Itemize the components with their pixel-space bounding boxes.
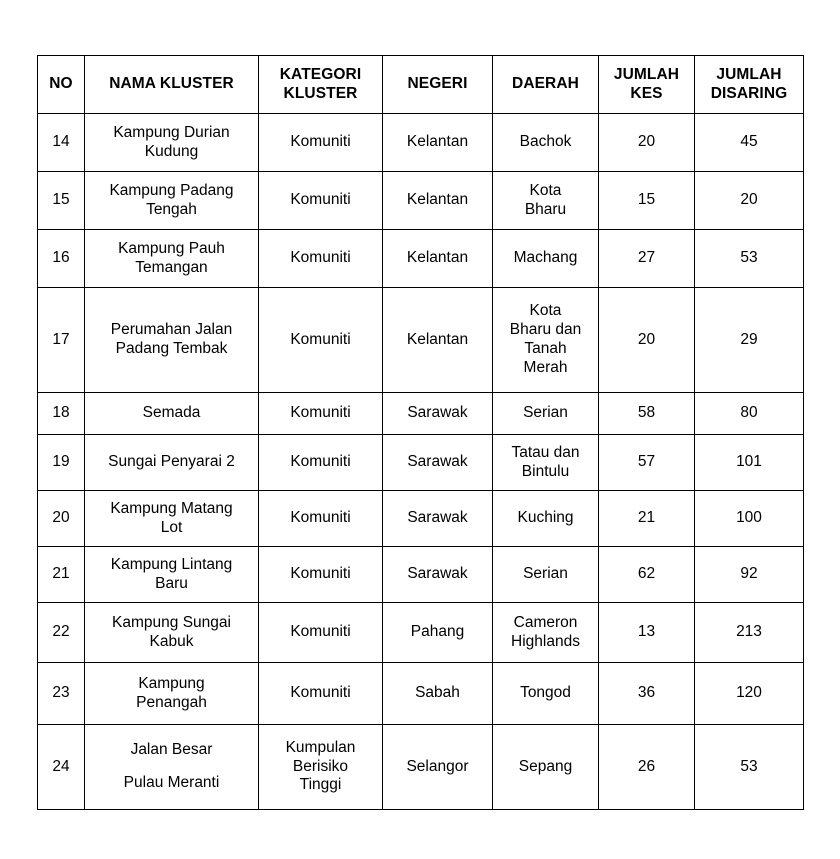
cell-line: 20 [52,509,70,527]
cell-line: Sarawak [407,453,468,471]
cell-line: Kampung Matang [110,499,233,517]
cell-total-screened [695,435,804,491]
cell-total-screened [695,114,804,172]
column-header-cases [599,56,695,114]
table-row [38,114,804,172]
cell-line: Bharu [524,200,567,218]
cell-district [493,725,599,810]
cell-district [493,393,599,435]
header-line: NEGERI [407,75,468,93]
cell-line: Komuniti [290,509,351,527]
table-row [38,288,804,393]
cell-line: Kelantan [406,191,469,209]
cell-line: Kelantan [406,133,469,151]
cell-line: Tanah [524,340,567,357]
cell-line: 101 [736,453,762,471]
cell-line: Kota [529,181,562,199]
cell-line: Temangan [135,258,208,276]
cell-total-screened [695,491,804,547]
cell-state [383,114,493,172]
cell-line: 100 [736,509,762,527]
header-line: NAMA KLUSTER [109,75,234,93]
cell-cluster-category [259,172,383,230]
header-line: JUMLAH [613,65,680,83]
cell-no [38,288,85,393]
cell-line: Bharu dan [509,321,582,339]
cell-line: Sarawak [407,404,468,422]
table-row [38,393,804,435]
cell-line: Tatau dan [511,443,580,461]
header-line: KES [630,84,663,102]
cell-state [383,172,493,230]
cell-line: Kota [529,302,562,320]
cell-total-screened [695,288,804,393]
column-header-screened [695,56,804,114]
table-body [38,114,804,810]
cell-state [383,547,493,603]
cell-line: Kampung Durian [113,123,230,141]
cell-line: 19 [52,453,70,471]
table-row [38,491,804,547]
cell-line: 58 [637,404,656,422]
cell-line: 21 [637,509,656,527]
header-line: KLUSTER [283,84,358,102]
cell-line: 15 [637,191,656,209]
cell-line: Cameron [513,613,578,631]
cell-line: Kudung [144,142,199,160]
cell-no [38,114,85,172]
cell-line: 20 [637,133,656,151]
cell-line: Komuniti [290,191,351,209]
cell-line: 16 [52,249,70,267]
cell-state [383,288,493,393]
cell-total-screened [695,547,804,603]
header-line: JUMLAH [716,65,782,83]
table-row [38,230,804,288]
cell-total-cases [599,603,695,663]
cell-line: Kampung Padang [109,181,234,199]
cell-no [38,547,85,603]
cell-line: Komuniti [290,404,351,422]
cell-line: Sarawak [407,565,468,583]
cell-line: Semada [142,404,201,422]
cell-line: 92 [740,565,758,583]
cell-cluster-name [85,393,259,435]
cell-cluster-name [85,491,259,547]
cell-total-cases [599,288,695,393]
cell-total-screened [695,230,804,288]
cell-line: Lot [160,518,183,536]
cell-line: Kampung [138,674,205,692]
cell-no [38,663,85,725]
cell-line: 29 [740,330,758,348]
cell-total-cases [599,172,695,230]
cluster-table [37,55,804,810]
cell-state [383,725,493,810]
cell-line: Tinggi [299,776,342,794]
cell-line: 20 [740,191,758,209]
cell-state [383,230,493,288]
cell-line: Bintulu [521,462,570,480]
cell-cluster-name [85,663,259,725]
cell-cluster-category [259,663,383,725]
table-row [38,435,804,491]
cell-total-cases [599,393,695,435]
cell-line: Highlands [511,632,580,650]
cell-line: 14 [52,133,70,151]
table-row [38,547,804,603]
cell-line: Berisiko [292,757,349,775]
cell-total-cases [599,663,695,725]
cell-line: Kampung Pauh [118,239,225,257]
cell-line: Kampung Lintang [110,555,233,573]
cell-no [38,172,85,230]
cell-cluster-name [85,288,259,393]
header-line: KATEGORI [279,65,362,83]
cell-line: Merah [523,358,568,376]
cell-line: Sungai Penyarai 2 [108,453,235,471]
cell-line: Kabuk [149,632,194,650]
cell-total-cases [599,435,695,491]
cell-line: Kelantan [406,249,469,267]
cell-total-screened [695,603,804,663]
cell-line: 45 [740,133,758,151]
column-header-category [259,56,383,114]
header-line: DISARING [710,84,788,102]
cell-cluster-category [259,603,383,663]
cell-line: Tengah [146,200,197,218]
cell-line: Bachok [519,133,572,151]
cell-line: 22 [52,623,70,641]
column-header-name [85,56,259,114]
cell-line: Jalan Besar [130,741,213,759]
cell-line: 18 [52,404,70,422]
cell-line: Kelantan [406,330,469,348]
cell-no [38,230,85,288]
header-row [38,56,804,114]
cell-line: Kampung Sungai [112,613,231,631]
cell-district [493,663,599,725]
cell-cluster-name [85,172,259,230]
cell-total-screened [695,393,804,435]
cell-cluster-category [259,435,383,491]
cell-line: Sepang [518,757,573,775]
cell-line: Perumahan Jalan [110,321,233,339]
cell-line: Komuniti [290,453,351,471]
table-header [38,56,804,114]
cell-cluster-category [259,547,383,603]
cell-line: 80 [740,404,758,422]
cell-line: 17 [52,330,70,348]
cell-line: Padang Tembak [115,340,228,357]
cell-cluster-name [85,114,259,172]
cell-district [493,288,599,393]
cell-cluster-category [259,230,383,288]
cell-line: Kumpulan [285,738,356,756]
cell-line: Serian [523,404,568,422]
cell-line: Sarawak [407,509,468,527]
cell-line: 27 [637,249,656,267]
cell-no [38,491,85,547]
header-line: NO [49,75,73,93]
cell-cluster-category [259,491,383,547]
cell-total-screened [695,725,804,810]
cell-cluster-category [259,288,383,393]
cell-cluster-name [85,435,259,491]
cell-line: Serian [523,565,568,583]
cell-line: Pahang [410,623,465,641]
cell-line: Baru [155,574,188,592]
cell-line: 15 [52,191,70,209]
cell-line: Komuniti [290,684,351,702]
cell-total-screened [695,172,804,230]
cell-state [383,663,493,725]
cell-line: 213 [736,623,762,641]
cell-total-cases [599,230,695,288]
table-row [38,663,804,725]
cell-no [38,603,85,663]
column-header-no [38,56,85,114]
cell-line: Sabah [415,684,460,702]
cell-line: Penangah [136,693,207,711]
cell-line: 53 [740,249,758,267]
cell-line: Komuniti [290,565,351,583]
cell-line: Komuniti [290,133,351,151]
cell-line: 57 [637,453,656,471]
cell-line: 21 [52,565,70,583]
cell-line: 24 [52,757,70,775]
cell-state [383,603,493,663]
cell-district [493,547,599,603]
cell-state [383,491,493,547]
cell-no [38,393,85,435]
cell-no [38,435,85,491]
table-row [38,725,804,810]
cell-state [383,393,493,435]
cell-line: 13 [637,623,656,641]
cell-line: Komuniti [290,330,351,348]
cell-cluster-category [259,725,383,810]
cell-total-cases [599,114,695,172]
header-line: DAERAH [512,75,579,93]
cell-cluster-name [85,603,259,663]
cell-state [383,435,493,491]
cell-line: 26 [637,757,656,775]
cell-line: Tongod [520,684,571,702]
cell-total-cases [599,725,695,810]
cell-line: 36 [637,684,656,702]
cell-cluster-category [259,393,383,435]
cell-district [493,230,599,288]
cell-total-cases [599,547,695,603]
table-row [38,603,804,663]
cell-cluster-category [259,114,383,172]
column-header-state [383,56,493,114]
column-header-district [493,56,599,114]
table-row [38,172,804,230]
cell-line: Kuching [517,509,574,527]
cell-district [493,603,599,663]
cell-no [38,725,85,810]
cell-district [493,435,599,491]
cell-line: Machang [513,249,578,267]
cell-district [493,172,599,230]
cell-district [493,491,599,547]
cell-line: Komuniti [290,249,351,267]
cell-line: 23 [52,684,70,702]
cell-cluster-name [85,547,259,603]
cell-line: Komuniti [290,623,351,641]
cell-total-screened [695,663,804,725]
cell-line: 62 [637,565,656,583]
cell-line: Pulau Meranti [123,774,220,791]
cell-line: 120 [736,684,762,702]
cell-total-cases [599,491,695,547]
cell-cluster-name [85,725,259,810]
cell-line: Selangor [406,757,469,775]
cell-cluster-name [85,230,259,288]
cell-line: 53 [740,757,758,775]
cell-line: 20 [637,330,656,348]
cell-district [493,114,599,172]
